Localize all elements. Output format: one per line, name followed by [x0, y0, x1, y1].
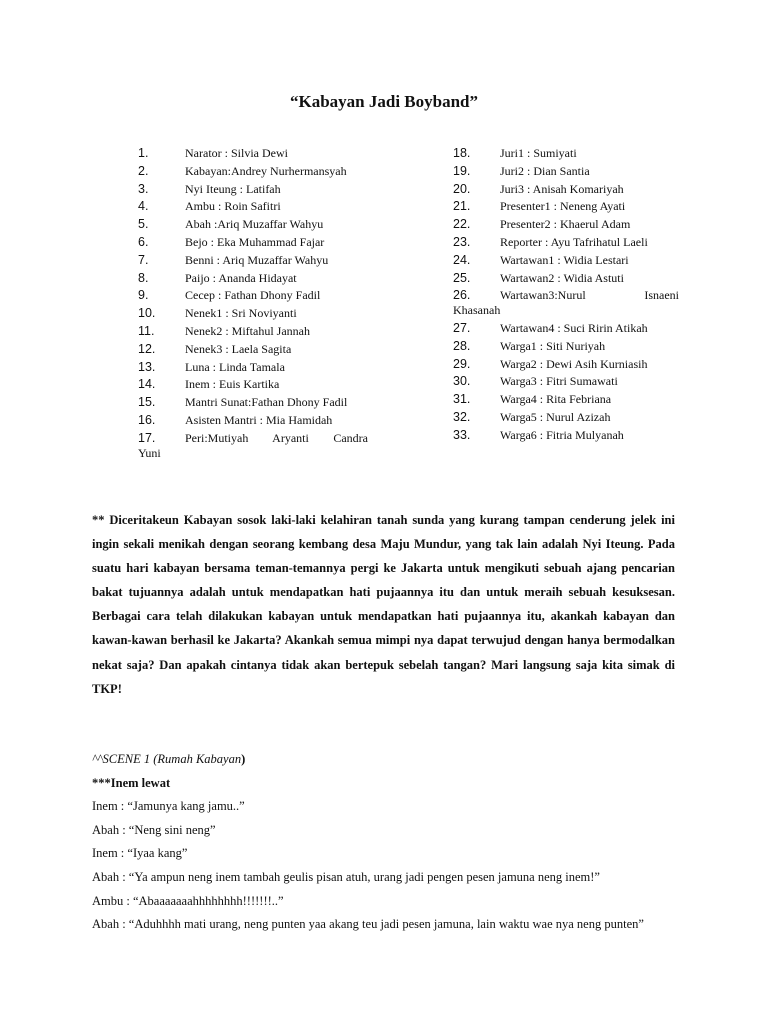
cast-role-name: Mantri Sunat:Fathan Dhony Fadil: [185, 395, 348, 410]
cast-role-name: Benni : Ariq Muzaffar Wahyu: [185, 252, 329, 267]
cast-item: [453, 409, 679, 427]
cast-item: [138, 376, 368, 394]
cast-item: [138, 181, 368, 199]
cast-number: 2.: [138, 163, 149, 178]
cast-item: [453, 427, 679, 445]
cast-number: 1.: [138, 146, 149, 160]
dialogue-line: Ambu : “Abaaaaaaahhhhhhhh!!!!!!!..”: [92, 893, 284, 908]
cast-role-name: Asisten Mantri : Mia Hamidah: [185, 412, 333, 427]
scene-heading: [92, 748, 692, 772]
cast-role-name-continued: Yuni: [138, 445, 161, 460]
cast-role-name: Juri2 : Dian Santia: [500, 163, 590, 178]
cast-item: [453, 216, 679, 234]
cast-number: 6.: [138, 234, 149, 249]
synopsis-paragraph: ** Diceritakeun Kabayan sosok laki-laki kelahiran tanah sunda yang kurang tampan cenderung jelek ini ingin sekali menikah dengan seorang kembang desa Maju Mundur, yang tak lain adalah Nyi Iteung. Pada suatu hari kabayan bersama teman-temannya pergi ke Jakarta untuk mengikuti sebuah ajang pencarian bakat tujuannya adalah untuk mendapatkan hati pujaannya itu dan untuk meraih sebuah kesuksesan. Berbagai cara telah dilakukan kabayan untuk mendapatkan hati pujaannya itu, akankah kabayan dan kawan-kawan berhasil ke Jakarta? Akankah semua mimpi nya dapat terwujud dengan hanya bermodalkan nekat saja? Dan apakah cintanya tidak akan bertepuk sebelah tangan? Mari langsung saja kita simak di TKP!: [92, 513, 675, 696]
cast-number: 8.: [138, 270, 149, 285]
cast-role-name: Nenek1 : Sri Noviyanti: [185, 306, 297, 321]
cast-number: 5.: [138, 217, 149, 232]
dialogue-line: Abah : “Ya ampun neng inem tambah geulis pisan atuh, urang jadi pengen pesen jamuna neng inem!”: [92, 869, 600, 884]
cast-number: 7.: [138, 252, 149, 267]
cast-item: [453, 338, 679, 356]
cast-role-name: Bejo : Eka Muhammad Fajar: [185, 234, 325, 249]
cast-number: 11.: [138, 323, 155, 338]
cast-role-name: Warga6 : Fitria Mulyanah: [500, 427, 624, 442]
cast-item: [138, 216, 368, 234]
cast-number: 29.: [453, 356, 471, 371]
cast-role-name: Wartawan3:Nurul Isnaeni: [500, 288, 679, 303]
cast-role-name: Wartawan1 : Widia Lestari: [500, 252, 629, 267]
dialogue-line: Abah : “Neng sini neng”: [92, 822, 216, 837]
cast-role-name: Warga4 : Rita Febriana: [500, 392, 612, 407]
scene-heading-close: ): [241, 752, 246, 766]
cast-role-name: Luna : Linda Tamala: [185, 359, 285, 374]
cast-number: 33.: [453, 427, 471, 442]
cast-number: 23.: [453, 234, 471, 249]
cast-role-name: Cecep : Fathan Dhony Fadil: [185, 288, 321, 303]
cast-item: [453, 181, 679, 199]
cast-number: 16.: [138, 412, 156, 427]
cast-list-right: [453, 145, 679, 445]
scene-script: [92, 748, 692, 937]
cast-number: 24.: [453, 252, 471, 267]
cast-item: [453, 198, 679, 216]
document-title: “Kabayan Jadi Boyband”: [289, 92, 478, 111]
cast-number: 4.: [138, 199, 149, 214]
cast-role-name: Presenter2 : Khaerul Adam: [500, 217, 631, 232]
cast-role-name: Wartawan4 : Suci Ririn Atikah: [500, 320, 648, 335]
cast-item: [138, 394, 368, 412]
cast-role-name: Reporter : Ayu Tafrihatul Laeli: [500, 234, 648, 249]
cast-item: [138, 145, 368, 163]
cast-item: [453, 287, 679, 320]
cast-number: 12.: [138, 341, 156, 356]
cast-role-name: Peri:Mutiyah Aryanti Candra: [185, 430, 368, 445]
cast-number: 25.: [453, 270, 471, 285]
cast-role-name-continued: Khasanah: [453, 303, 501, 318]
cast-item: [453, 320, 679, 338]
cast-number: 18.: [453, 146, 471, 160]
cast-number: 20.: [453, 181, 471, 196]
cast-item: [138, 323, 368, 341]
cast-number: 17.: [138, 430, 156, 445]
cast-number: 32.: [453, 409, 471, 424]
cast-number: 3.: [138, 181, 149, 196]
cast-item: [138, 341, 368, 359]
cast-number: 28.: [453, 338, 471, 353]
dialogue-line: Inem : “Iyaa kang”: [92, 846, 188, 861]
cast-list-left: [138, 145, 368, 462]
cast-role-name: Nenek3 : Laela Sagita: [185, 341, 292, 356]
cast-role-name: Warga1 : Siti Nuriyah: [500, 338, 606, 353]
cast-item: [138, 412, 368, 430]
cast-number: 30.: [453, 374, 471, 389]
cast-item: [453, 270, 679, 288]
cast-number: 9.: [138, 288, 149, 303]
cast-item: [453, 145, 679, 163]
cast-role-name: Wartawan2 : Widia Astuti: [500, 270, 624, 285]
scene-heading-text: ^^SCENE 1 (Rumah Kabayan: [92, 752, 242, 766]
cast-role-name: Nyi Iteung : Latifah: [185, 181, 281, 196]
cast-role-name: Paijo : Ananda Hidayat: [185, 270, 297, 285]
cast-role-name: Warga2 : Dewi Asih Kurniasih: [500, 356, 648, 371]
cast-role-name: Juri3 : Anisah Komariyah: [500, 181, 624, 196]
cast-number: 27.: [453, 320, 471, 335]
cast-item: [138, 359, 368, 377]
dialogue-list: [92, 795, 692, 937]
cast-role-name: Warga3 : Fitri Sumawati: [500, 374, 618, 389]
cast-item: [453, 234, 679, 252]
cast-number: 14.: [138, 377, 156, 392]
cast-number: 31.: [453, 392, 471, 407]
cast-item: [138, 163, 368, 181]
cast-number: 21.: [453, 199, 471, 214]
cast-item: [138, 270, 368, 288]
cast-item: [138, 287, 368, 305]
cast-role-name: Juri1 : Sumiyati: [500, 146, 577, 160]
cast-item: [453, 252, 679, 270]
cast-role-name: Kabayan:Andrey Nurhermansyah: [185, 163, 347, 178]
dialogue-line: Abah : “Aduhhhh mati urang, neng punten yaa akang teu jadi pesen jamuna, lain waktu wae nya neng punten”: [92, 917, 644, 932]
cast-item: [453, 391, 679, 409]
cast-number: 26.: [453, 288, 471, 303]
cast-role-name: Ambu : Roin Safitri: [185, 199, 281, 214]
stage-direction: ***Inem lewat: [92, 775, 171, 790]
cast-role-name: Abah :Ariq Muzaffar Wahyu: [185, 217, 324, 232]
cast-item: [138, 198, 368, 216]
cast-item: [138, 252, 368, 270]
cast-item: [453, 163, 679, 181]
cast-role-name: Inem : Euis Kartika: [185, 377, 280, 392]
dialogue-line: Inem : “Jamunya kang jamu..”: [92, 799, 245, 814]
cast-role-name: Narator : Silvia Dewi: [185, 146, 288, 160]
cast-item: [453, 356, 679, 374]
cast-role-name: Presenter1 : Neneng Ayati: [500, 199, 626, 214]
cast-item: [138, 234, 368, 252]
cast-number: 10.: [138, 306, 156, 321]
cast-role-name: Nenek2 : Miftahul Jannah: [185, 323, 310, 338]
cast-item: [453, 373, 679, 391]
cast-number: 13.: [138, 359, 156, 374]
cast-role-name: Warga5 : Nurul Azizah: [500, 409, 611, 424]
cast-number: 15.: [138, 395, 156, 410]
cast-number: 19.: [453, 163, 471, 178]
cast-item: [138, 430, 368, 463]
cast-item: [138, 305, 368, 323]
cast-number: 22.: [453, 217, 471, 232]
